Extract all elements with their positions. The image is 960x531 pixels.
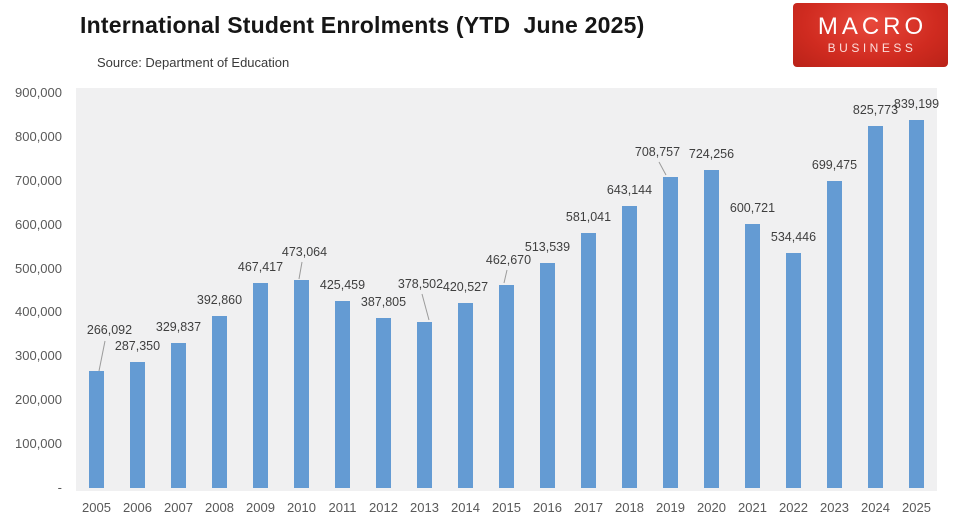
bar-2022 (786, 253, 801, 488)
bar-2023 (827, 181, 842, 488)
x-axis-year-label: 2022 (779, 500, 808, 515)
bar-2020 (704, 170, 719, 488)
x-axis-year-label: 2005 (82, 500, 111, 515)
data-label-2010: 473,064 (281, 245, 328, 260)
x-axis-year-label: 2010 (287, 500, 316, 515)
x-axis-year-label: 2023 (820, 500, 849, 515)
x-axis-year-label: 2016 (533, 500, 562, 515)
data-label-2018: 643,144 (606, 182, 653, 197)
y-axis-tick-label: - (57, 480, 62, 495)
bar-2005 (89, 371, 104, 488)
y-axis-tick-label: 900,000 (15, 85, 62, 100)
x-axis-year-label: 2019 (656, 500, 685, 515)
bar-2011 (335, 301, 350, 488)
bar-2014 (458, 303, 473, 488)
logo-text-business: BUSINESS (827, 41, 917, 55)
bar-2006 (130, 362, 145, 488)
data-label-2009: 467,417 (237, 259, 284, 274)
x-axis-year-label: 2018 (615, 500, 644, 515)
bar-2013 (417, 322, 432, 488)
x-axis-year-label: 2020 (697, 500, 726, 515)
x-axis-year-label: 2021 (738, 500, 767, 515)
x-axis-year-label: 2017 (574, 500, 603, 515)
bar-2017 (581, 233, 596, 488)
data-label-2013: 378,502 (397, 276, 444, 291)
x-axis-year-label: 2009 (246, 500, 275, 515)
bar-2009 (253, 283, 268, 488)
data-label-2022: 534,446 (770, 230, 817, 245)
bar-2010 (294, 280, 309, 488)
data-label-2005: 266,092 (86, 323, 133, 338)
y-axis-tick-label: 500,000 (15, 260, 62, 276)
bar-2019 (663, 177, 678, 488)
data-label-2008: 392,860 (196, 292, 243, 307)
bar-2024 (868, 126, 883, 488)
data-label-2021: 600,721 (729, 201, 776, 216)
bar-2025 (909, 120, 924, 488)
x-axis-year-label: 2024 (861, 500, 890, 515)
y-axis-tick-label: 800,000 (15, 128, 62, 144)
y-axis-tick-label: 700,000 (15, 172, 62, 188)
x-axis-year-label: 2012 (369, 500, 398, 515)
y-axis-tick-label: 600,000 (15, 216, 62, 232)
y-axis-tick-label: 400,000 (15, 304, 62, 320)
data-label-2019: 708,757 (634, 144, 681, 159)
data-label-2024: 825,773 (852, 102, 899, 117)
data-label-2007: 329,837 (155, 320, 202, 335)
x-axis-year-label: 2007 (164, 500, 193, 515)
y-axis-tick-label: 100,000 (15, 436, 62, 452)
x-axis-year-label: 2008 (205, 500, 234, 515)
data-label-2014: 420,527 (442, 280, 489, 295)
x-axis-year-label: 2011 (328, 500, 357, 515)
data-label-2006: 287,350 (114, 338, 161, 353)
x-axis-year-label: 2025 (902, 500, 931, 515)
macrobusiness-logo (793, 3, 948, 67)
bar-2018 (622, 206, 637, 488)
data-label-2011: 425,459 (319, 278, 366, 293)
x-axis-year-label: 2014 (451, 500, 480, 515)
data-label-2025: 839,199 (893, 96, 940, 111)
data-label-2016: 513,539 (524, 239, 571, 254)
bar-2007 (171, 343, 186, 488)
data-label-2020: 724,256 (688, 147, 735, 162)
x-axis-year-label: 2006 (123, 500, 152, 515)
data-label-2015: 462,670 (485, 252, 532, 267)
y-axis-tick-label: 300,000 (15, 348, 62, 364)
data-label-2017: 581,041 (565, 209, 612, 224)
data-label-2012: 387,805 (360, 294, 407, 309)
x-axis-year-label: 2013 (410, 500, 439, 515)
data-label-2023: 699,475 (811, 158, 858, 172)
chart-source: Source: Department of Education (97, 55, 290, 70)
bar-2016 (540, 263, 555, 488)
y-axis-tick-label: 200,000 (15, 392, 62, 408)
bar-2008 (212, 316, 227, 488)
bar-2021 (745, 224, 760, 488)
x-axis-year-label: 2015 (492, 500, 521, 515)
chart-title: International Student Enrolments (YTD June 2025) (80, 12, 645, 38)
bar-2015 (499, 285, 514, 488)
logo-text-macro: MACRO (817, 13, 928, 40)
bar-2012 (376, 318, 391, 488)
